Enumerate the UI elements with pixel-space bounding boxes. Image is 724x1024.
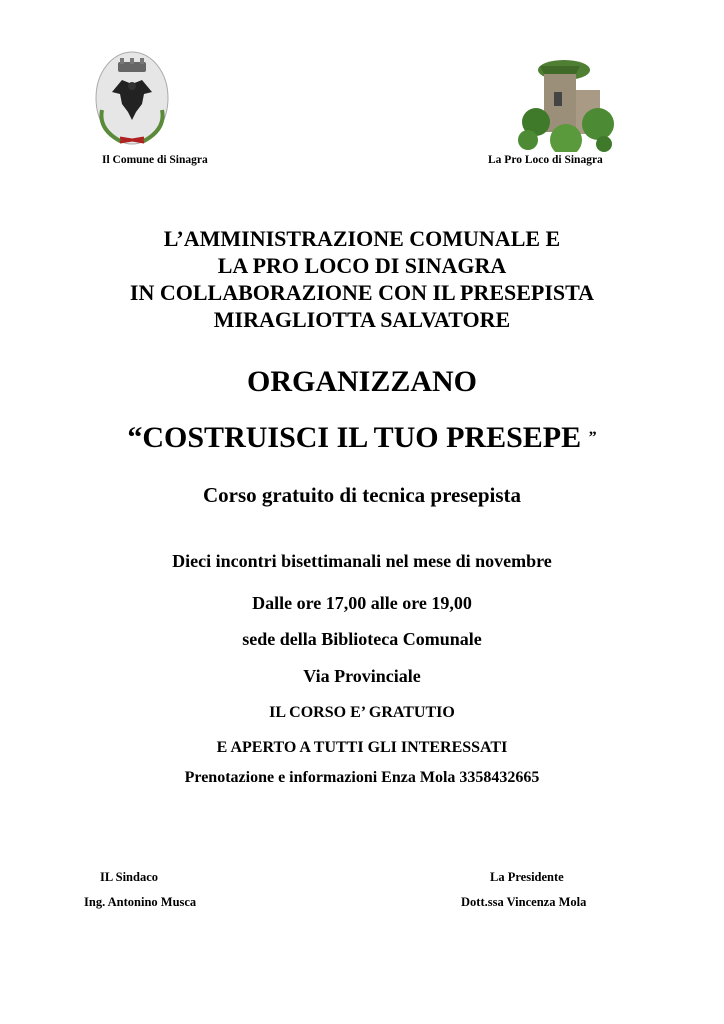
event-subtitle: Corso gratuito di tecnica presepista bbox=[202, 483, 522, 507]
event-title bbox=[0, 420, 724, 456]
venue-line: sede della Biblioteca Comunale bbox=[242, 629, 482, 649]
president-name: Dott.ssa Vincenza Mola bbox=[461, 895, 587, 909]
mayor-role: IL Sindaco bbox=[100, 870, 159, 884]
event-title-text: COSTRUISCI IL TUO PRESEPE bbox=[142, 421, 582, 454]
free-course-note: IL CORSO E’ GRATUTIO bbox=[269, 704, 455, 721]
mayor-name: Ing. Antonino Musca bbox=[84, 895, 197, 909]
open-quote: “ bbox=[127, 421, 143, 454]
pro-loco-caption: La Pro Loco di Sinagra bbox=[488, 154, 603, 166]
schedule-line: Dieci incontri bisettimanali nel mese di novembre bbox=[172, 551, 552, 571]
intro-line-4: MIRAGLIOTTA SALVATORE bbox=[213, 307, 511, 332]
street-line: Via Provinciale bbox=[303, 666, 421, 686]
contact-line: Prenotazione e informazioni Enza Mola 3358432665 bbox=[184, 769, 540, 786]
intro-line-3: IN COLLABORAZIONE CON IL PRESEPISTA bbox=[129, 280, 595, 305]
open-to-all-note: E APERTO A TUTTI GLI INTERESSATI bbox=[216, 739, 508, 756]
organizzano-heading: ORGANIZZANO bbox=[246, 365, 478, 398]
comune-caption: Il Comune di Sinagra bbox=[102, 154, 208, 166]
time-line: Dalle ore 17,00 alle ore 19,00 bbox=[252, 593, 472, 613]
president-role: La Presidente bbox=[490, 870, 564, 884]
pro-loco-tower-logo bbox=[516, 52, 616, 152]
intro-line-1: L’AMMINISTRAZIONE COMUNALE E bbox=[163, 226, 561, 251]
close-quote: ” bbox=[588, 429, 597, 446]
comune-coat-of-arms-logo bbox=[92, 50, 172, 150]
intro-line-2: LA PRO LOCO DI SINAGRA bbox=[217, 253, 507, 278]
